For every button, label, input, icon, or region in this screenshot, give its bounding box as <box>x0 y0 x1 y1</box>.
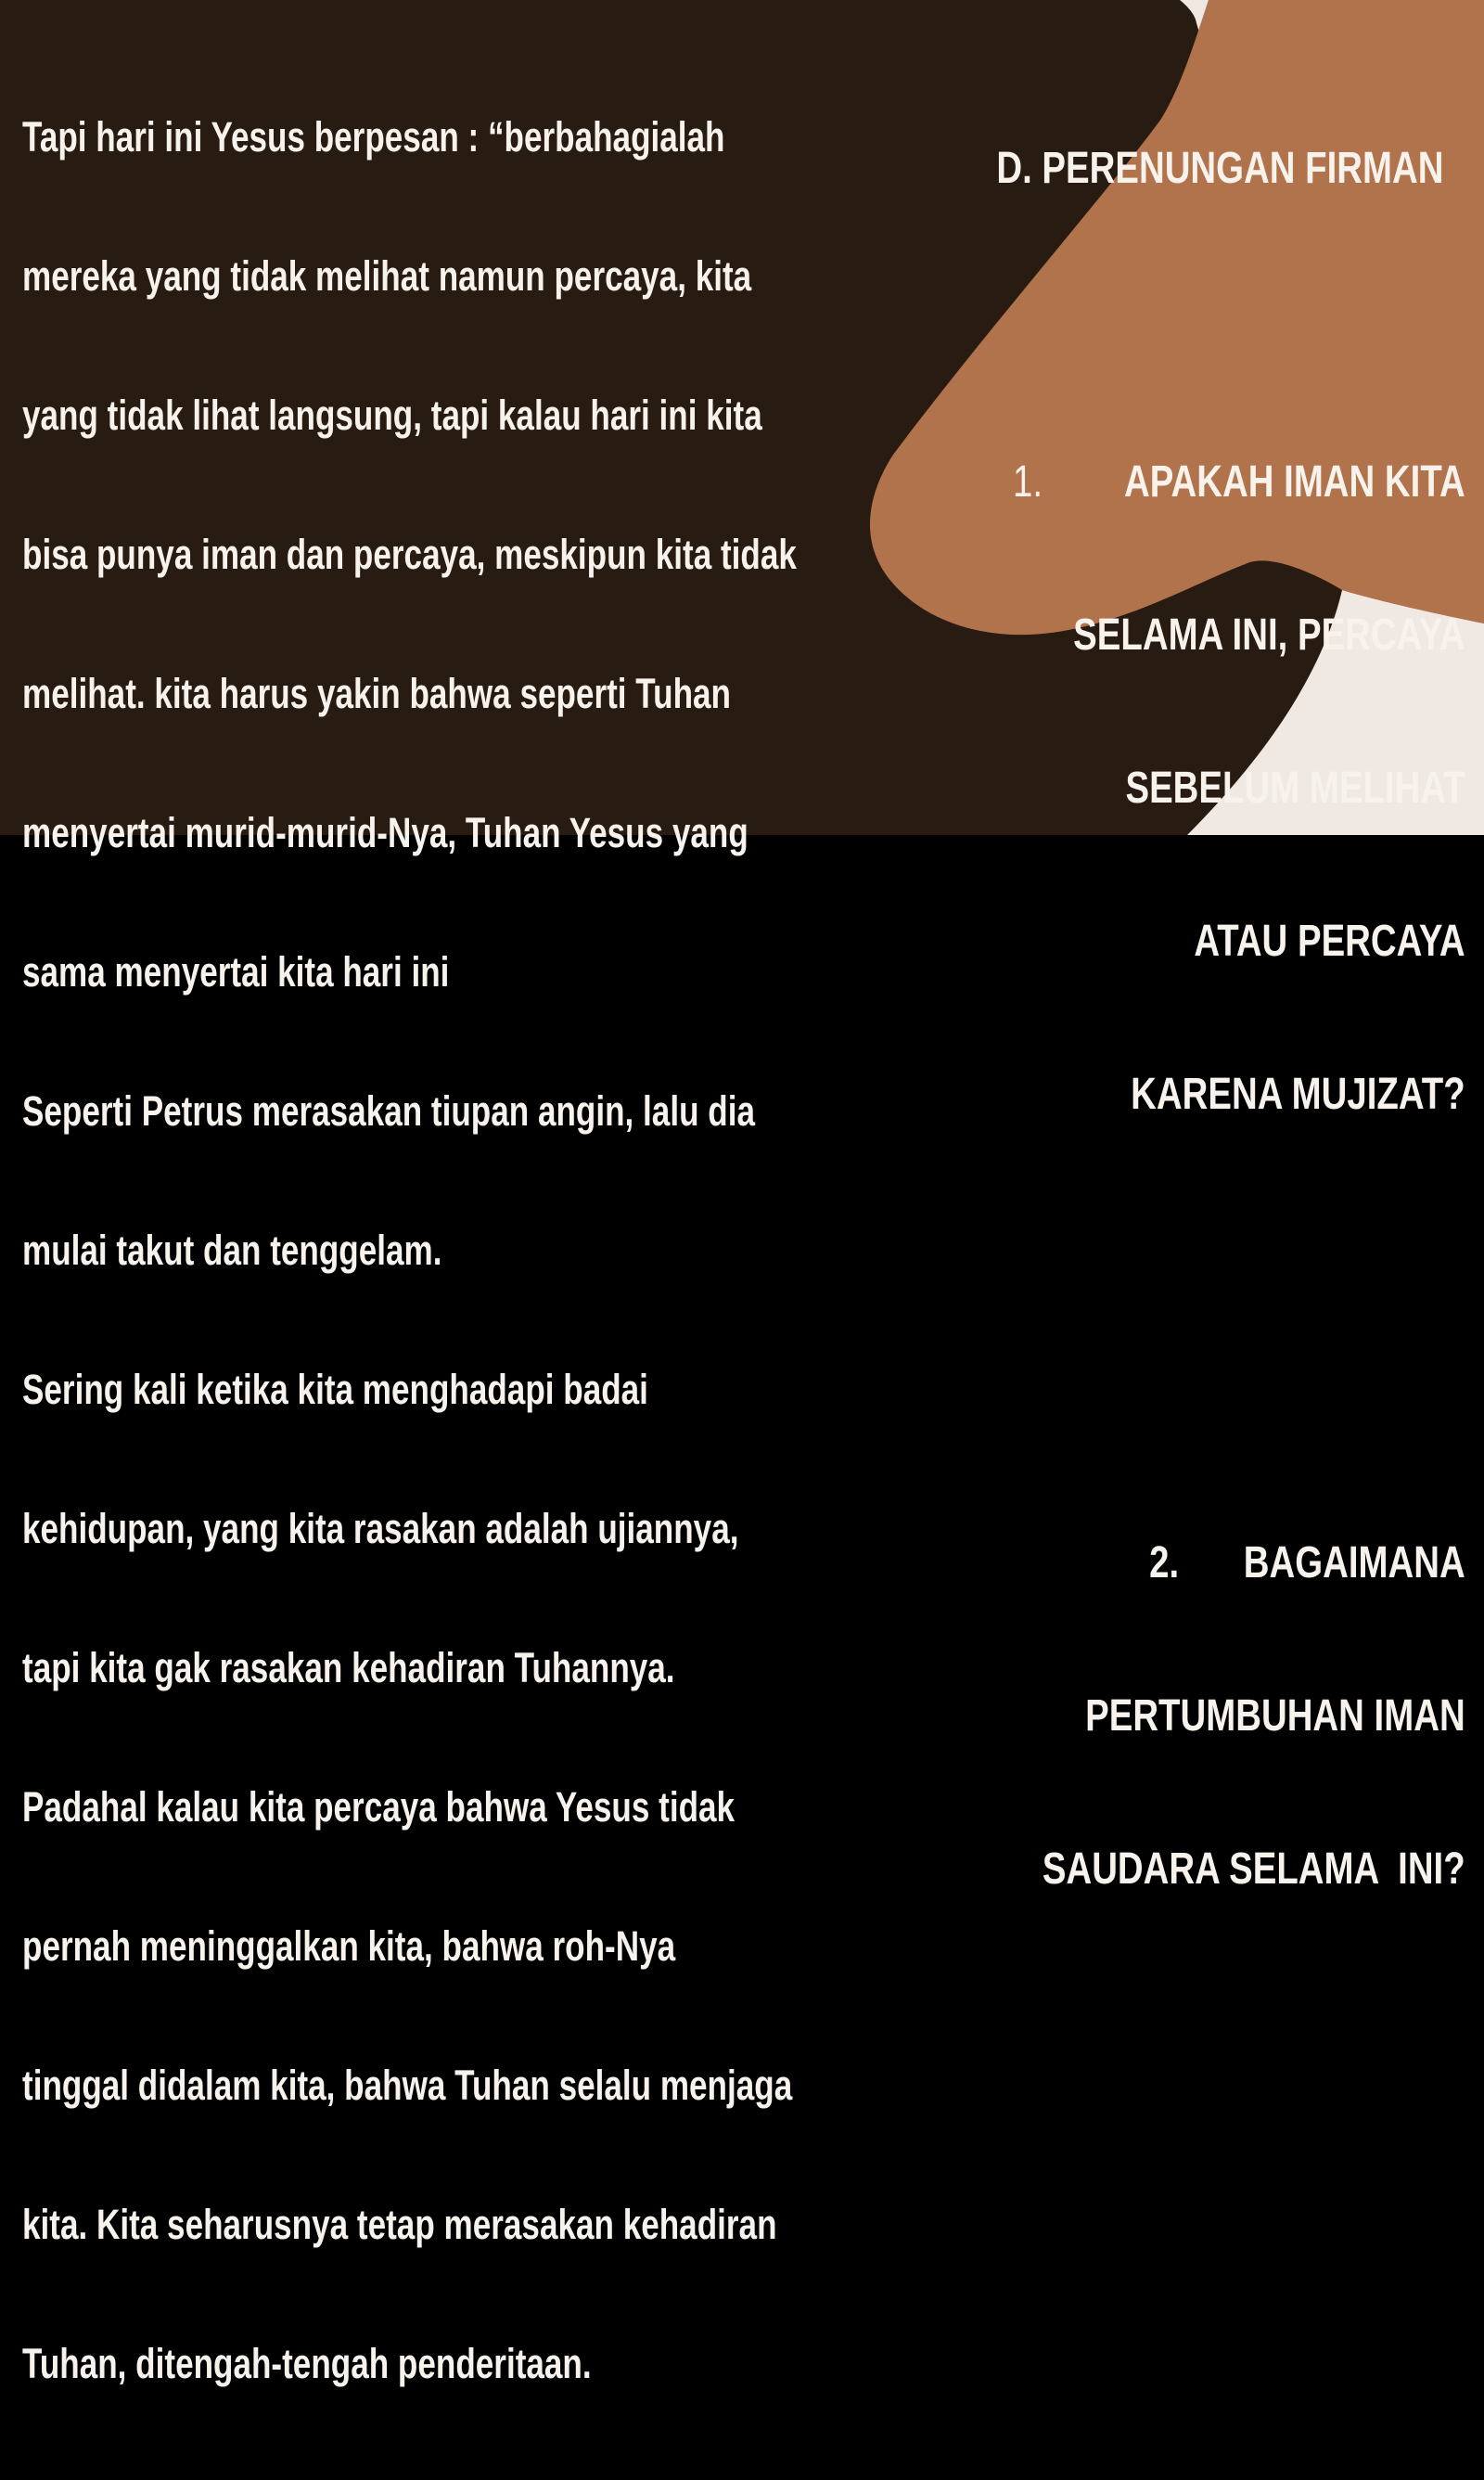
question-line: SELAMA INI, PERCAYA <box>1073 610 1465 660</box>
question-line: ATAU PERCAYA <box>1194 917 1465 966</box>
paragraph-line: tinggal didalam kita, bahwa Tuhan selalu menjaga <box>22 2062 793 2109</box>
reflection-panel <box>997 41 1465 2099</box>
question-line: KARENA MUJIZAT? <box>1131 1070 1465 1119</box>
paragraph-line: Sering kali ketika kita menghadapi badai <box>22 1366 648 1413</box>
question-text: BAGAIMANA <box>1244 1538 1465 1587</box>
question-line <box>997 456 1465 508</box>
paragraph-line: yang tidak lihat langsung, tapi kalau hari ini kita <box>22 392 762 439</box>
paragraph-line: kita. Kita seharusnya tetap merasakan kehadiran <box>22 2201 777 2248</box>
paragraph-line: mereka yang tidak melihat namun percaya, kita <box>22 252 752 300</box>
paragraph-line: tapi kita gak rasakan kehadiran Tuhannya. <box>22 1644 675 1691</box>
question-number: 1. <box>1013 457 1043 507</box>
paragraph-line: pernah meninggalkan kita, bahwa roh-Nya <box>22 1922 676 1970</box>
paragraph-line: menyertai murid-murid-Nya, Tuhan Yesus yang <box>22 809 748 856</box>
question-number: 2. <box>1149 1538 1180 1587</box>
question-text: APAKAH IMAN KITA <box>1124 457 1465 507</box>
paragraph-line: Tuhan, ditengah-tengah penderitaan. <box>22 2340 592 2387</box>
paragraph-line: Padahal kalau kita percaya bahwa Yesus tidak <box>22 1783 736 1831</box>
question-line: SAUDARA SELAMA INI? <box>1043 1844 1465 1894</box>
paragraph-line: sama menyertai kita hari ini <box>22 948 450 996</box>
paragraph-line: melihat. kita harus yakin bahwa seperti Tuhan <box>22 670 731 717</box>
question-item-2 <box>997 1435 1465 1997</box>
question-item-1 <box>997 354 1465 1222</box>
paragraph-line: Tapi hari ini Yesus berpesan : “berbahagialah <box>22 113 725 161</box>
paragraph-line: Seperti Petrus merasakan tiupan angin, lalu dia <box>22 1087 755 1135</box>
sermon-paragraph <box>22 21 797 2480</box>
paragraph-line: bisa punya iman dan percaya, meskipun kita tidak <box>22 531 797 578</box>
paragraph-line: kehidupan, yang kita rasakan adalah ujiannya, <box>22 1505 739 1552</box>
section-heading: D. PERENUNGAN FIRMAN <box>996 144 1444 193</box>
question-line: SEBELUM MELIHAT <box>1125 764 1465 813</box>
question-line <box>997 1537 1465 1588</box>
paragraph-line: mulai takut dan tenggelam. <box>22 1227 442 1274</box>
question-line: PERTUMBUHAN IMAN <box>1085 1691 1465 1741</box>
